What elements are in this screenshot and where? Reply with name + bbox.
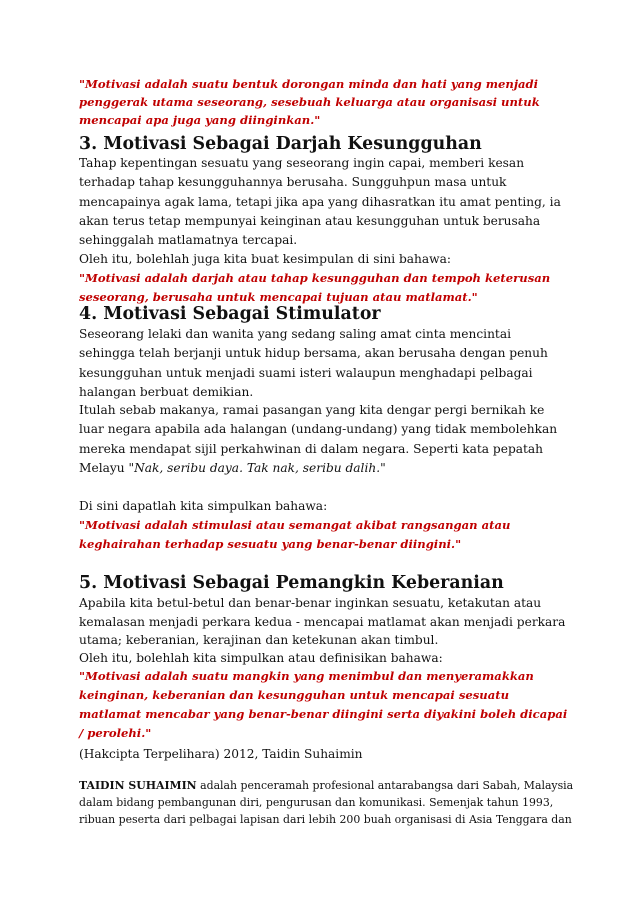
section3-body: Tahap kepentingan sesuatu yang seseorang ingin capai, memberi kesan terhadap tahap kesungguhannya berusaha. Sungguhpun masa untuk mencapainya agak lama, tetapi jika apa yang dihasratkan itu amat penting, ia akan terus tetap mempunyai keinginan atau kesungguhan untuk berusaha sehinggalah matlamatnya tercapai. xyxy=(79,156,561,248)
proverb-close-quote: " xyxy=(380,460,386,475)
section4-heading: 4. Motivasi Sebagai Stimulator xyxy=(79,304,381,324)
section3-lead: Oleh itu, bolehlah juga kita buat kesimpulan di sini bahawa: xyxy=(79,252,451,266)
section5-body: Apabila kita betul-betul dan benar-benar inginkan sesuatu, ketakutan atau kemalasan menjadi perkara kedua - mencapai matlamat akan menjadi perkara utama; keberanian, kerajinan dan ketekunan akan timbul. xyxy=(79,596,566,647)
author-bio xyxy=(79,777,579,829)
section4-quote: "Motivasi adalah stimulasi atau semangat akibat rangsangan atau keghairahan terhadap sesuatu yang benar-benar diingini." xyxy=(79,518,511,551)
section4-body2-text: Itulah sebab makanya, ramai pasangan yang kita dengar pergi bernikah ke luar negara apabila ada halangan (undang-undang) yang tidak membolehkan mereka mendapat sijil perkahwinan di dalam negara. Seperti kata pepatah Melayu xyxy=(79,403,558,475)
section3-heading: 3. Motivasi Sebagai Darjah Kesungguhan xyxy=(79,134,482,154)
section4-body1: Seseorang lelaki dan wanita yang sedang saling amat cinta mencintai sehingga telah berjanji untuk hidup bersama, akan berusaha dengan penuh kesungguhan untuk menjadi suami isteri walaupun menghadapi pelbagai halangan berbuat demikian. xyxy=(79,327,548,399)
proverb: "Nak, seribu daya. Tak nak, seribu dalih. xyxy=(128,460,381,475)
section5-heading: 5. Motivasi Sebagai Pemangkin Keberanian xyxy=(79,573,504,593)
section4-lead: Di sini dapatlah kita simpulkan bahawa: xyxy=(79,499,328,513)
intro-quote: "Motivasi adalah suatu bentuk dorongan minda dan hati yang menjadi penggerak utama seseorang, sesebuah keluarga atau organisasi untuk mencapai apa juga yang diinginkan." xyxy=(79,77,540,127)
section4-body2 xyxy=(79,401,569,478)
section3-quote: "Motivasi adalah darjah atau tahap kesungguhan dan tempoh keterusan seseorang, berusaha untuk mencapai tujuan atau matlamat." xyxy=(79,271,551,304)
section5-quote: "Motivasi adalah suatu mangkin yang menimbul dan menyeramakkan keinginan, keberanian dan kesungguhan untuk mencapai sesuatu matlamat mencabar yang benar-benar diingini serta diyakini boleh dicapai / perolehi." xyxy=(79,669,568,740)
author-bio-text: adalah penceramah profesional antarabangsa dari Sabah, Malaysia dalam bidang pembangunan diri, pengurusan dan komunikasi. Semenjak tahun 1993, ribuan peserta dari pelbagai lapisan dari lebih 200 buah organisasi di Asia Tenggara dan xyxy=(79,779,574,827)
section5-lead: Oleh itu, bolehlah kita simpulkan atau definisikan bahawa: xyxy=(79,651,443,665)
author-name: TAIDIN SUHAIMIN xyxy=(79,779,197,792)
copyright-line: (Hakcipta Terpelihara) 2012, Taidin Suhaimin xyxy=(79,747,363,761)
